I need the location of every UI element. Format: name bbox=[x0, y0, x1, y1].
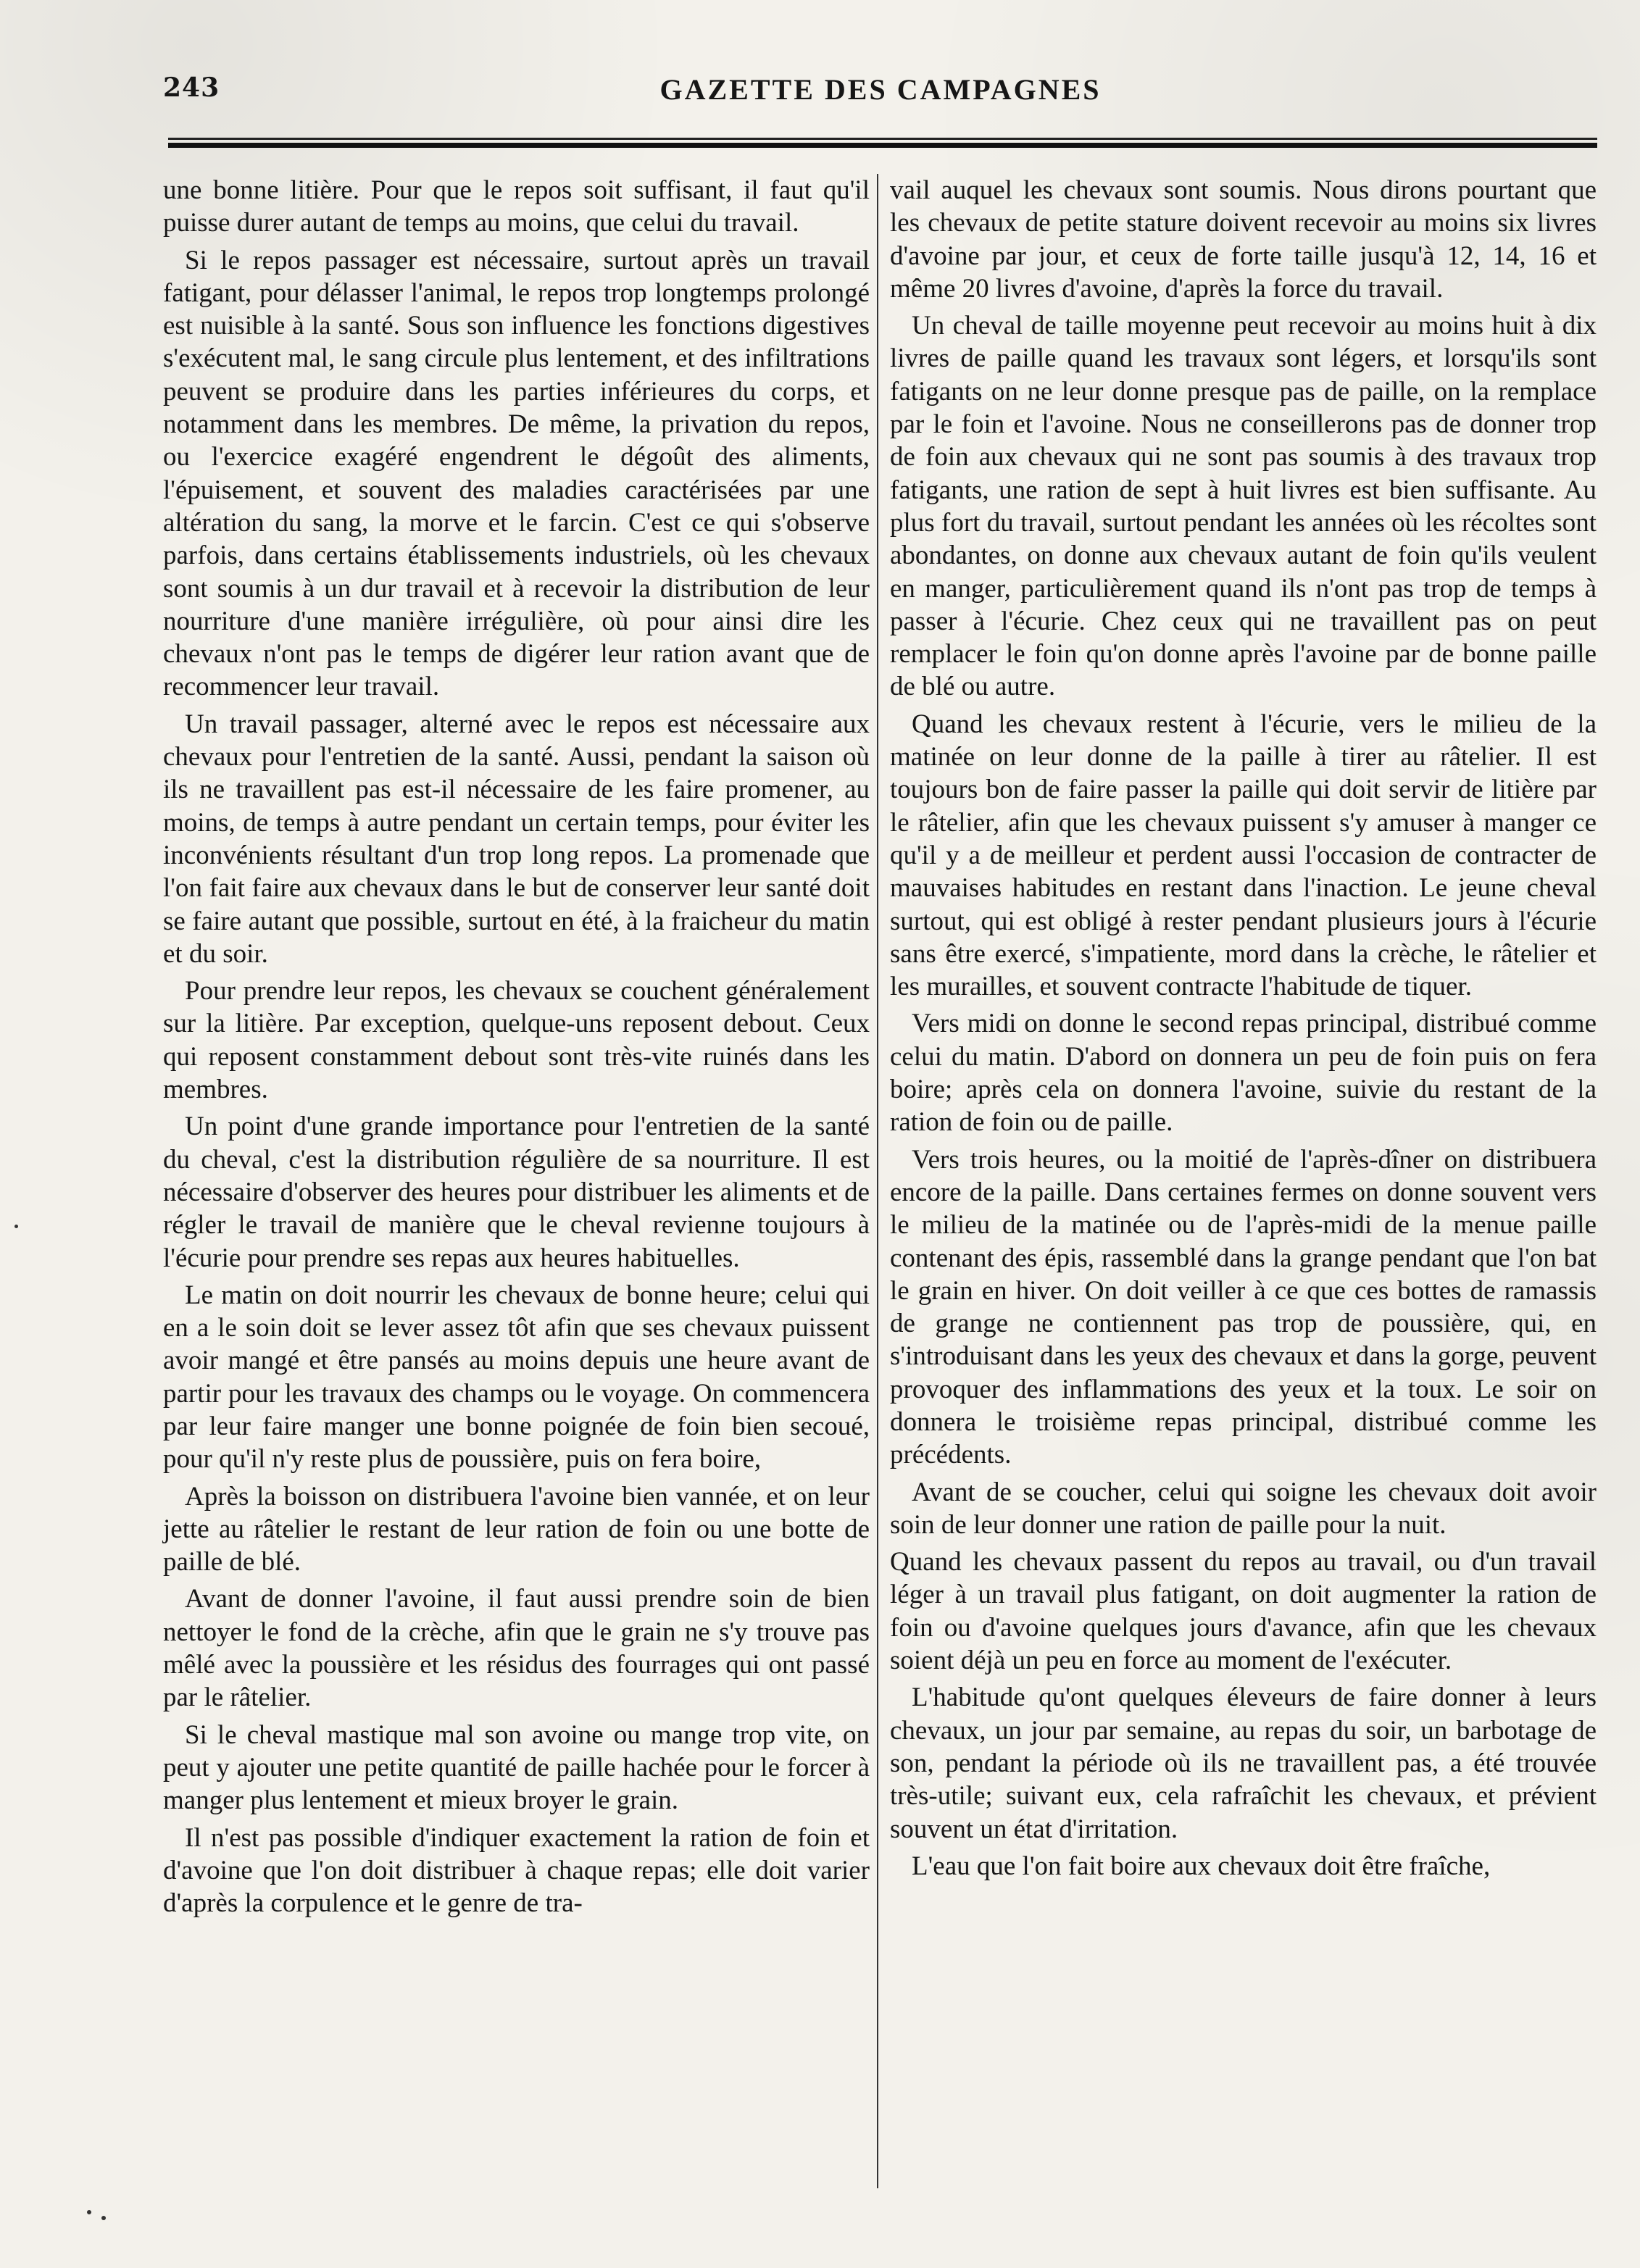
paragraph: Quand les chevaux passent du repos au travail, ou d'un travail léger à un travail plus fatigant, on doit augmenter la ration de foin ou d'avoine quelques jours d'avance, afin que les chevaux soient déjà un peu en force au moment de l'exécuter. bbox=[890, 1547, 1597, 1676]
paragraph: Si le repos passager est nécessaire, surtout après un travail fatigant, pour délasser l'animal, le repos trop longtemps prolongé est nuisible à la santé. Sous son influence les fonctions digestives s'exécutent mal, le sang circule plus lentement, et des infiltrations peuvent se produire dans les parties inférieures du corps, et notamment dans les membres. De même, la privation du repos, ou l'exercice exagéré engendrent le dégoût des aliments, l'épuisement, et souvent des maladies caractérisées par une altération du sang, la morve et le farcin. C'est ce qui s'observe parfois, dans certains établissements industriels, où les chevaux sont soumis à un dur travail et à recevoir la distribution de leur nourriture d'une manière irrégulière, où pour ainsi dire les chevaux n'ont pas le temps de digérer leur ration avant que de recommencer leur travail. bbox=[163, 245, 870, 702]
paragraph: une bonne litière. Pour que le repos soit suffisant, il faut qu'il puisse durer autant de temps au moins, que celui du travail. bbox=[163, 175, 870, 238]
left-column bbox=[163, 174, 870, 1924]
page-number: 243 bbox=[163, 72, 220, 103]
paragraph: Il n'est pas possible d'indiquer exactement la ration de foin et d'avoine que l'on doit distribuer à chaque repas; elle doit varier d'après la corpulence et le genre de tra- bbox=[163, 1822, 870, 1919]
paragraph: Un cheval de taille moyenne peut recevoir au moins huit à dix livres de paille quand les travaux sont légers, et lorsqu'ils sont fatigants on ne leur donne presque pas de paille, on la remplace par le foin et l'avoine. Nous ne conseillerons pas de donner trop de foin aux chevaux qui ne sont pas soumis à des travaux trop fatigants, une ration de sept à huit livres est bien suffisante. Au plus fort du travail, surtout pendant les années où les récoltes sont abondantes, on donne aux chevaux autant de foin qu'ils veulent en manger, particulièrement quand ils n'ont pas trop de temps à passer à l'écurie. Chez ceux qui ne travaillent pas on peut remplacer le foin qu'on donne après l'avoine par de bonne paille de blé ou autre. bbox=[890, 311, 1597, 702]
paragraph: Si le cheval mastique mal son avoine ou mange trop vite, on peut y ajouter une petite quantité de paille hachée pour le forcer à manger plus lentement et mieux broyer le grain. bbox=[163, 1719, 870, 1816]
paragraph: L'eau que l'on fait boire aux chevaux doit être fraîche, bbox=[912, 1851, 1491, 1881]
ink-speck bbox=[87, 2210, 91, 2214]
paragraph: Avant de se coucher, celui qui soigne les chevaux doit avoir soin de leur donner une ration de paille pour la nuit. bbox=[890, 1477, 1597, 1540]
header-rule-thin bbox=[168, 138, 1597, 140]
header-rule-thick bbox=[168, 143, 1597, 148]
paragraph: Le matin on doit nourrir les chevaux de bonne heure; celui qui en a le soin doit se lever assez tôt afin que ses chevaux puissent avoir mangé et être pansés au moins depuis une heure avant de partir pour les travaux des champs ou le voyage. On commencera par leur faire manger une bonne poignée de foin bien secoué, pour qu'il n'y reste plus de poussière, puis on fera boire, bbox=[163, 1280, 870, 1475]
right-column bbox=[890, 174, 1597, 1887]
paragraph: Vers midi on donne le second repas principal, distribué comme celui du matin. D'abord on donnera un peu de foin puis on fera boire; après cela on donnera l'avoine, suivie du restant de la ration de foin ou de paille. bbox=[890, 1009, 1597, 1138]
paragraph: Pour prendre leur repos, les chevaux se couchent généralement sur la litière. Par exception, quelque-uns reposent debout. Ceux qui reposent constamment debout sont très-vite ruinés dans les membres. bbox=[163, 976, 870, 1105]
page-header bbox=[163, 72, 1598, 107]
column-divider bbox=[877, 174, 878, 2188]
paragraph: Avant de donner l'avoine, il faut aussi prendre soin de bien nettoyer le fond de la crèche, afin que le grain ne s'y trouve pas mêlé avec la poussière et les résidus des fourrages qui ont passé par le râtelier. bbox=[163, 1584, 870, 1713]
paragraph: L'habitude qu'ont quelques éleveurs de faire donner à leurs chevaux, un jour par semaine, au repas du soir, un barbotage de son, pendant la période où ils ne travaillent pas, a été trouvée très-utile; suivant eux, cela rafraîchit les chevaux, et prévient souvent un état d'irritation. bbox=[890, 1683, 1597, 1844]
ink-speck bbox=[101, 2216, 106, 2220]
paragraph: vail auquel les chevaux sont soumis. Nous dirons pourtant que les chevaux de petite stature doivent recevoir au moins six livres d'avoine par jour, et ceux de forte taille jusqu'à 12, 14, 16 et même 20 livres d'avoine, d'après la force du travail. bbox=[890, 175, 1597, 304]
paragraph: Un travail passager, alterné avec le repos est nécessaire aux chevaux pour l'entretien de la santé. Aussi, pendant la saison où ils ne travaillent pas est-il nécessaire de les faire promener, au moins, de temps à autre pendant un certain temps, pour éviter les inconvénients résultant d'un trop long repos. La promenade que l'on fait faire aux chevaux dans le but de conserver leur santé doit se faire autant que possible, surtout en été, à la fraicheur du matin et du soir. bbox=[163, 709, 870, 969]
paragraph: Un point d'une grande importance pour l'entretien de la santé du cheval, c'est la distribution régulière de sa nourriture. Il est nécessaire d'observer des heures pour distribuer les aliments et de régler le travail de manière que le cheval revienne toujours à l'écurie pour prendre ses repas aux heures habituelles. bbox=[163, 1112, 870, 1273]
ink-speck bbox=[14, 1225, 18, 1228]
journal-title: GAZETTE DES CAMPAGNES bbox=[659, 73, 1102, 106]
paragraph: Après la boisson on distribuera l'avoine bien vannée, et on leur jette au râtelier le restant de leur ration de foin ou une botte de paille de blé. bbox=[163, 1481, 870, 1577]
paragraph: Quand les chevaux restent à l'écurie, vers le milieu de la matinée on leur donne de la paille à tirer au râtelier. Il est toujours bon de faire passer la paille qui doit servir de litière par le râtelier, afin que les chevaux puissent s'y amuser à manger ce qu'il y a de meilleur et perdent aussi l'occasion de contracter de mauvaises habitudes en restant dans l'inaction. Le jeune cheval surtout, qui est obligé à rester pendant plusieurs jours à l'écurie sans être exercé, s'impatiente, mord dans la crèche, le râtelier et les murailles, et souvent contracte l'habitude de tiquer. bbox=[890, 709, 1597, 1002]
paragraph: Vers trois heures, ou la moitié de l'après-dîner on distribuera encore de la paille. Dans certaines fermes on donne souvent vers le milieu de la matinée ou de l'après-midi de la menue paille contenant des épis, rassemblé dans la grange pendant que l'on bat le grain en hiver. On doit veiller à ce que ces bottes de ramassis de grange ne contiennent pas trop de poussière, qui, en s'introduisant dans les yeux des chevaux et dans la gorge, peuvent provoquer des inflammations des yeux et la toux. Le soir on donnera le troisième repas principal, distribué comme les précédents. bbox=[890, 1144, 1597, 1470]
